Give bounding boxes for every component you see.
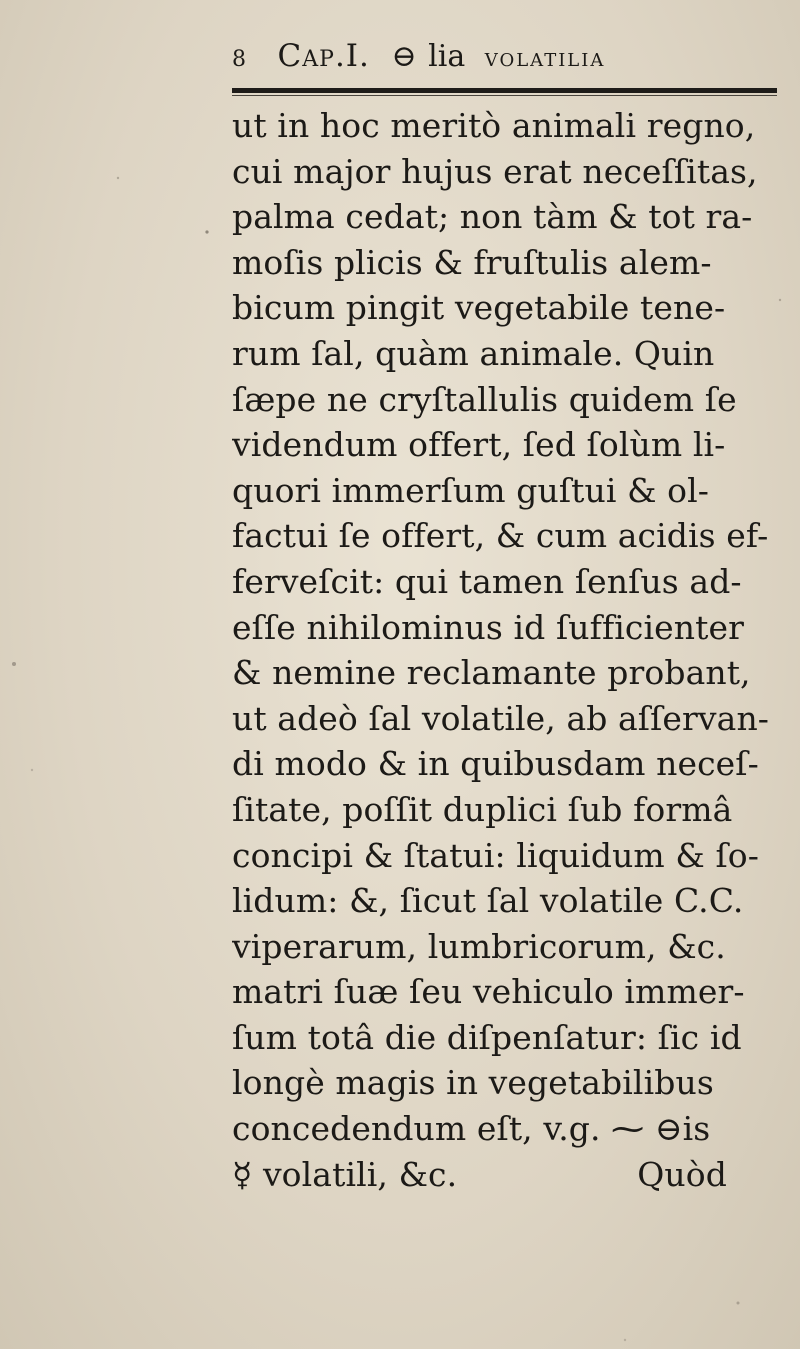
text-line: cui major hujus erat neceſſitas, — [232, 151, 758, 191]
text-line: quori immerſum guſtui & ol- — [232, 470, 710, 510]
text-line: rum ſal, quàm animale. Quin — [232, 333, 715, 373]
running-head-word-volatilia: volatilia — [484, 43, 606, 72]
text-line: palma cedat; non tàm & tot ra- — [232, 197, 753, 237]
text-line: ut adeò ſal volatile, ab aſſervan- — [232, 698, 770, 738]
text-line: eſſe nihilominus id ſufficienter — [232, 607, 744, 647]
text-line: ſæpe ne cryſtallulis quidem ſe — [232, 379, 737, 419]
text-line: ☿ volatili, &c. Quòd — [232, 1154, 727, 1194]
text-line: moſis plicis & fruſtulis alem- — [232, 242, 712, 282]
text-line: ſum totâ die diſpenſatur: ſic id — [232, 1017, 742, 1057]
running-head-word-lia: lia — [428, 39, 466, 74]
page-number: 8 — [232, 47, 246, 72]
text-line: lidum: &, ſicut ſal volatile C.C. — [232, 881, 744, 921]
oil-symbol-icon: ⊖ — [391, 39, 417, 74]
text-line: bicum pingit vegetabile tene- — [232, 288, 726, 328]
text-line: matri ſuæ ſeu vehiculo immer- — [232, 972, 745, 1012]
text-line: ſitate, poſſit duplici ſub formâ — [232, 789, 733, 829]
body-text — [232, 103, 792, 1197]
text-line: di modo & in quibusdam neceſ- — [232, 744, 759, 784]
header-rule — [232, 88, 777, 93]
text-line: concipi & ſtatui: liquidum & ſo- — [232, 835, 759, 875]
text-line: concedendum eſt, v.g. ⁓ ⊖is — [232, 1109, 711, 1149]
text-line: ut in hoc meritò animali regno, — [232, 106, 756, 145]
text-line: & nemine reclamante probant, — [232, 653, 751, 693]
running-head — [232, 34, 772, 78]
text-line: longè magis in vegetabilibus — [232, 1063, 714, 1103]
text-line: viperarum, lumbricorum, &c. — [232, 926, 726, 966]
text-line: factui ſe offert, & cum acidis ef- — [232, 516, 769, 556]
text-line: videndum offert, ſed ſolùm li- — [232, 425, 726, 465]
chapter-label: Cap.I. — [277, 38, 370, 74]
text-line: ferveſcit: qui tamen ſenſus ad- — [232, 561, 742, 601]
